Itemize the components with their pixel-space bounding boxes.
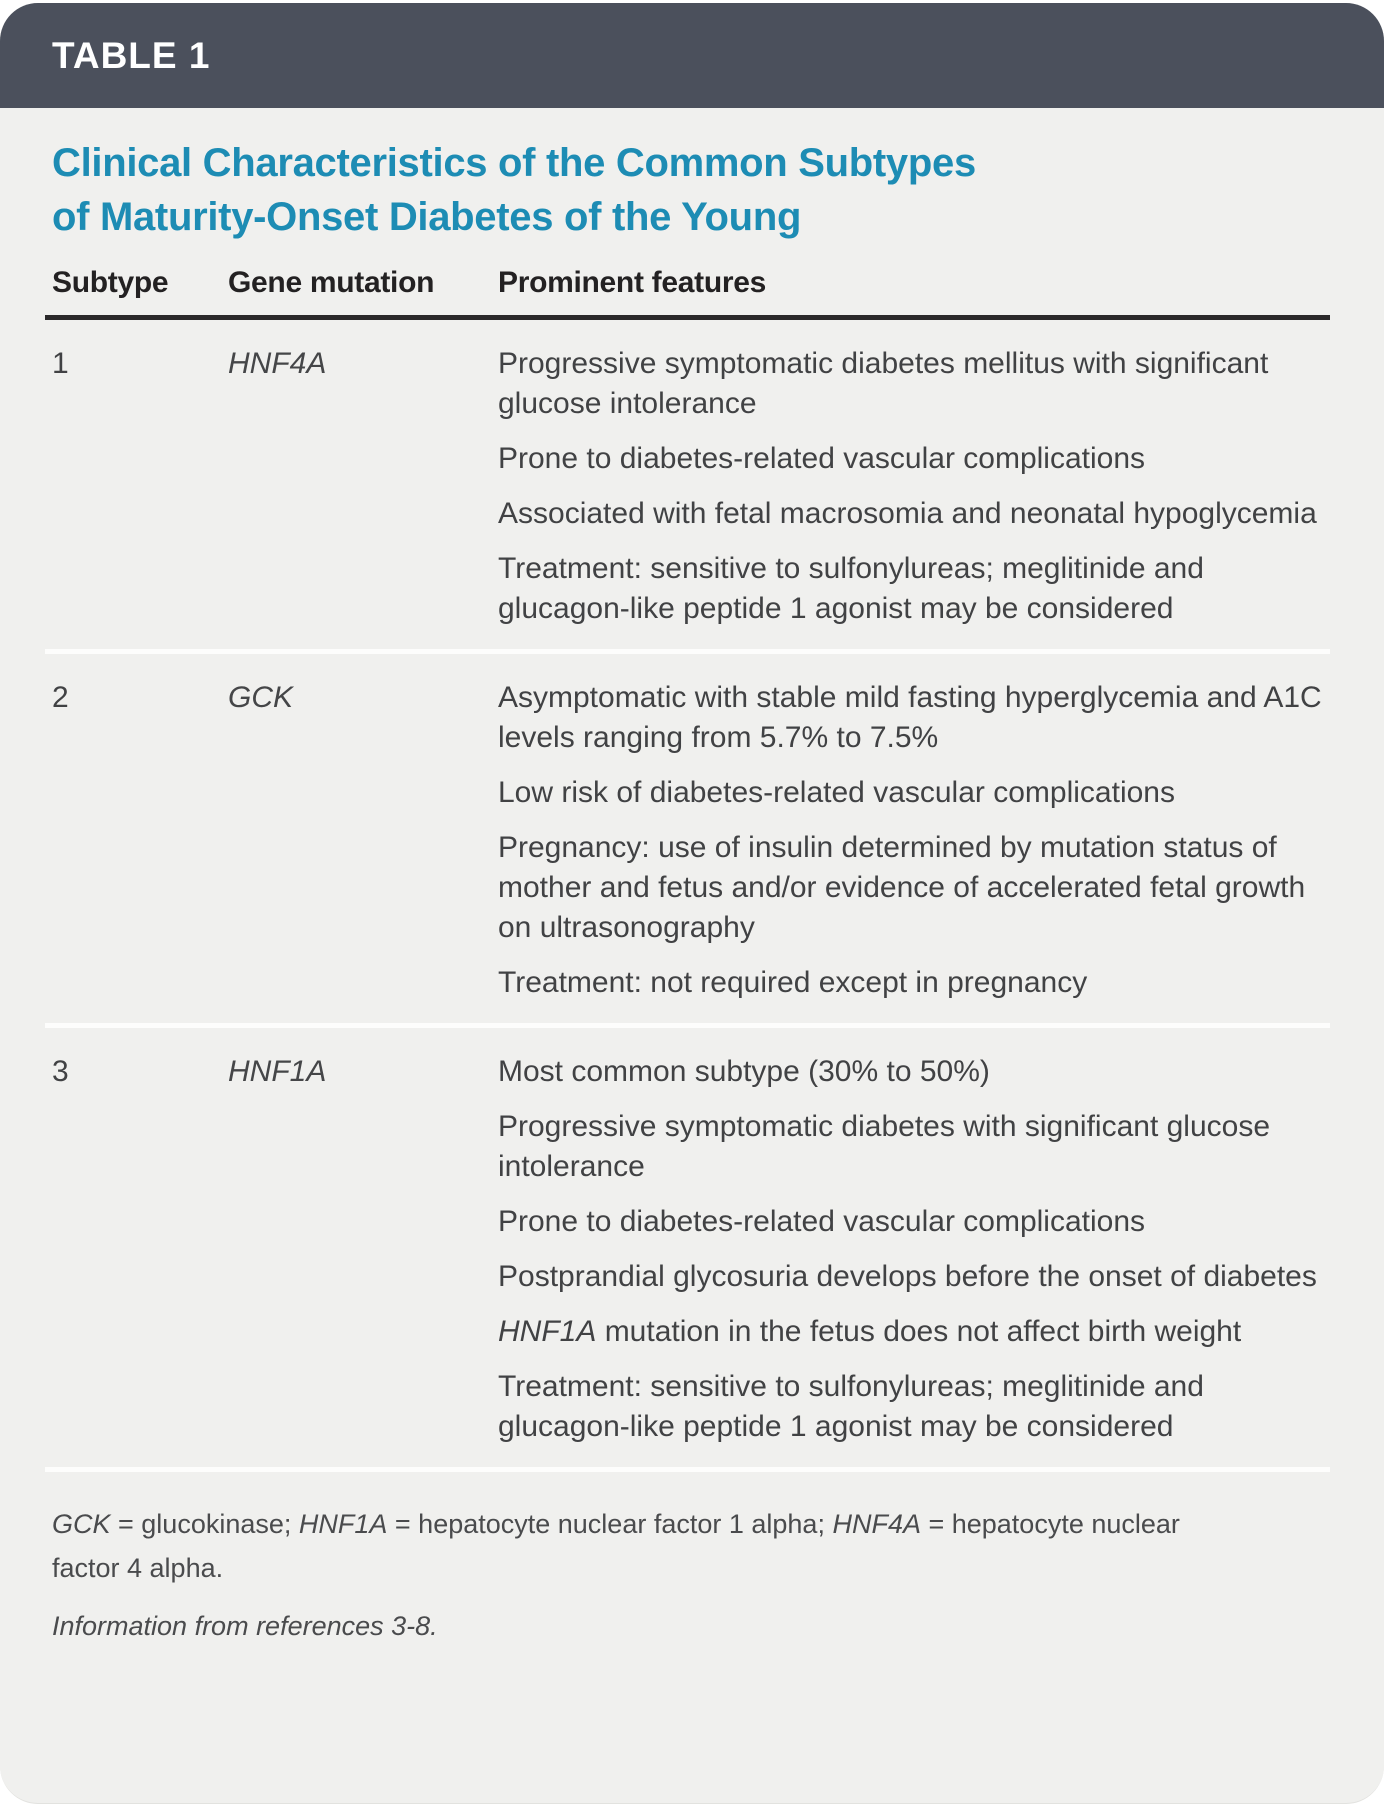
- subtype-cell: 1: [52, 347, 69, 380]
- table-row-subtype-1: [45, 320, 1330, 654]
- feature-item: Treatment: not required except in pregnancy: [498, 966, 1088, 999]
- feature-item: Progressive symptomatic diabetes with significant glucose intolerance: [498, 1110, 1271, 1183]
- prominent-features-cell: [491, 344, 1330, 629]
- prominent-features-cell: [491, 678, 1330, 1003]
- footnote-text: = hepatocyte nuclear factor 1 alpha;: [387, 1509, 833, 1539]
- footnote-text: = glucokinase;: [110, 1509, 299, 1539]
- feature-item: [498, 1312, 1330, 1352]
- feature-item: Prone to diabetes-related vascular complications: [498, 1205, 1146, 1238]
- footnote-text: mutation in the fetus does not affect birth weight: [596, 1315, 1242, 1348]
- feature-item: Pregnancy: use of insulin determined by mutation status of mother and fetus and/or evidence of accelerated fetal growth on ultrasonography: [498, 831, 1306, 944]
- table-header-bar: [0, 3, 1384, 108]
- feature-item: Most common subtype (30% to 50%): [498, 1055, 990, 1088]
- table-row-subtype-3: [45, 1028, 1330, 1472]
- gene-mutation-cell: [221, 1052, 491, 1447]
- table-content: [0, 136, 1384, 1648]
- gene-mutation-label: HNF1A: [228, 1055, 327, 1088]
- column-header-row: [45, 266, 1330, 320]
- gene-mutation-cell: [221, 344, 491, 629]
- gene-name-italic: GCK: [52, 1509, 111, 1539]
- feature-item: Postprandial glycosuria develops before the onset of diabetes: [498, 1260, 1317, 1293]
- table-card: [0, 3, 1384, 1804]
- feature-item: Asymptomatic with stable mild fasting hyperglycemia and A1C levels ranging from 5.7% to 7.5%: [498, 681, 1322, 754]
- gene-mutation-label: HNF4A: [228, 347, 327, 380]
- gene-name-italic: HNF1A: [498, 1315, 597, 1348]
- table-title-line1: Clinical Characteristics of the Common Subtypes: [52, 141, 976, 185]
- feature-item: Low risk of diabetes-related vascular complications: [498, 776, 1175, 809]
- source-footnote: Information from references 3-8.: [52, 1611, 438, 1641]
- column-header-gene-mutation: Gene mutation: [228, 266, 435, 299]
- gene-name-italic: HNF4A: [832, 1509, 921, 1539]
- table-title: [52, 136, 1330, 244]
- feature-item: Treatment: sensitive to sulfonylureas; meglitinide and glucagon-like peptide 1 agonist may be considered: [498, 552, 1204, 625]
- gene-mutation-cell: [221, 678, 491, 1003]
- gene-mutation-label: GCK: [228, 681, 294, 714]
- feature-item: Prone to diabetes-related vascular complications: [498, 442, 1146, 475]
- table-body: [45, 320, 1330, 1472]
- subtype-cell: 2: [52, 681, 69, 714]
- column-header-subtype: Subtype: [52, 266, 169, 299]
- footnotes: [45, 1472, 1195, 1648]
- table-label: TABLE 1: [52, 34, 211, 76]
- feature-item: Associated with fetal macrosomia and neonatal hypoglycemia: [498, 497, 1317, 530]
- table-title-line2: of Maturity-Onset Diabetes of the Young: [52, 195, 802, 239]
- table-row-subtype-2: [45, 654, 1330, 1028]
- subtype-cell: 3: [52, 1055, 69, 1088]
- column-header-prominent-features: Prominent features: [498, 266, 766, 299]
- abbreviation-footnote: [52, 1502, 1182, 1590]
- feature-item: Treatment: sensitive to sulfonylureas; meglitinide and glucagon-like peptide 1 agonist may be considered: [498, 1370, 1204, 1443]
- prominent-features-cell: [491, 1052, 1330, 1447]
- gene-name-italic: HNF1A: [298, 1509, 388, 1539]
- footnote-text: = hepatocyte nuclear factor 4 alpha.: [52, 1509, 1180, 1583]
- feature-item: Progressive symptomatic diabetes mellitus with significant glucose intolerance: [498, 347, 1269, 420]
